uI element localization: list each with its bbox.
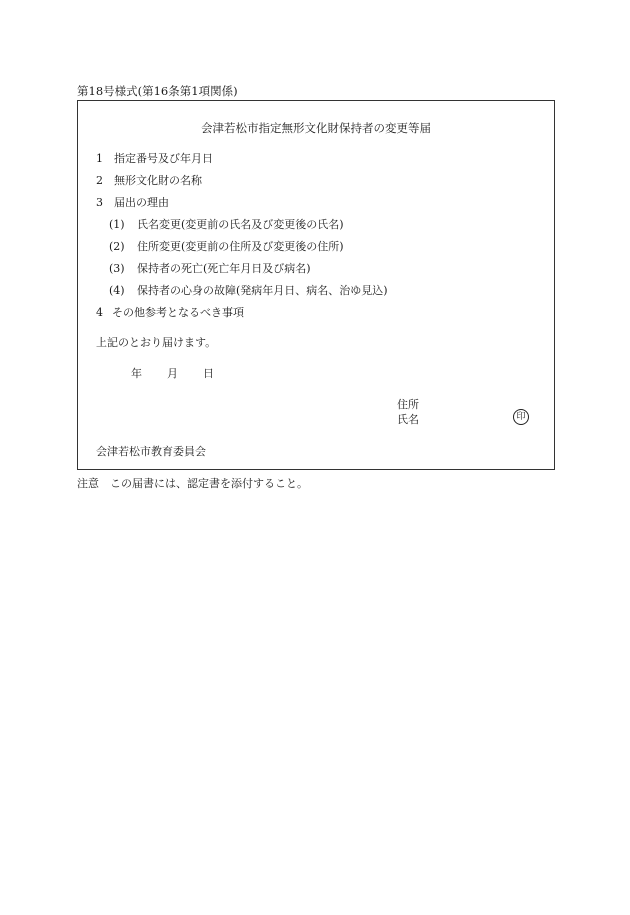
sub-item-3 bbox=[109, 260, 311, 276]
item-1-number: 1 bbox=[96, 152, 103, 165]
date-day-label: 日 bbox=[203, 367, 214, 380]
date-month-label: 月 bbox=[167, 367, 178, 380]
sub-item-4-text: 保持者の心身の故障(発病年月日、病名、治ゆ見込) bbox=[137, 284, 388, 297]
item-1-text: 指定番号及び年月日 bbox=[114, 152, 213, 165]
sub-item-2 bbox=[109, 238, 344, 254]
sub-item-2-text: 住所変更(変更前の住所及び変更後の住所) bbox=[137, 240, 344, 253]
name-label: 氏名 bbox=[397, 413, 419, 426]
item-2-number: 2 bbox=[96, 174, 103, 187]
sub-item-1-text: 氏名変更(変更前の氏名及び変更後の氏名) bbox=[137, 218, 344, 231]
address-label: 住所 bbox=[397, 398, 419, 411]
notice-text: 注意 この届書には、認定書を添付すること。 bbox=[77, 477, 308, 490]
item-2-text: 無形文化財の名称 bbox=[114, 174, 202, 187]
document-title: 会津若松市指定無形文化財保持者の変更等届 bbox=[201, 121, 431, 135]
addressee-text: 会津若松市教育委員会 bbox=[96, 445, 206, 458]
form-number-label: 第18号様式(第16条第1項関係) bbox=[77, 84, 238, 98]
item-4-number: 4 bbox=[96, 306, 103, 319]
sub-item-4 bbox=[109, 282, 388, 298]
item-4 bbox=[96, 304, 244, 320]
item-3 bbox=[96, 194, 169, 210]
sub-item-3-text: 保持者の死亡(死亡年月日及び病名) bbox=[137, 262, 311, 275]
sub-item-1 bbox=[109, 216, 344, 232]
item-4-text: その他参考となるべき事項 bbox=[112, 306, 244, 319]
form-frame bbox=[77, 100, 555, 470]
sub-item-2-number: (2) bbox=[109, 240, 125, 253]
item-2 bbox=[96, 172, 202, 188]
item-3-number: 3 bbox=[96, 196, 103, 209]
item-1 bbox=[96, 150, 213, 166]
item-3-text: 届出の理由 bbox=[114, 196, 169, 209]
sub-item-4-number: (4) bbox=[109, 284, 125, 297]
seal-icon: 印 bbox=[513, 409, 529, 425]
date-year-label: 年 bbox=[131, 367, 142, 380]
statement-text: 上記のとおり届けます。 bbox=[96, 336, 217, 349]
sub-item-3-number: (3) bbox=[109, 262, 125, 275]
sub-item-1-number: (1) bbox=[109, 218, 125, 231]
